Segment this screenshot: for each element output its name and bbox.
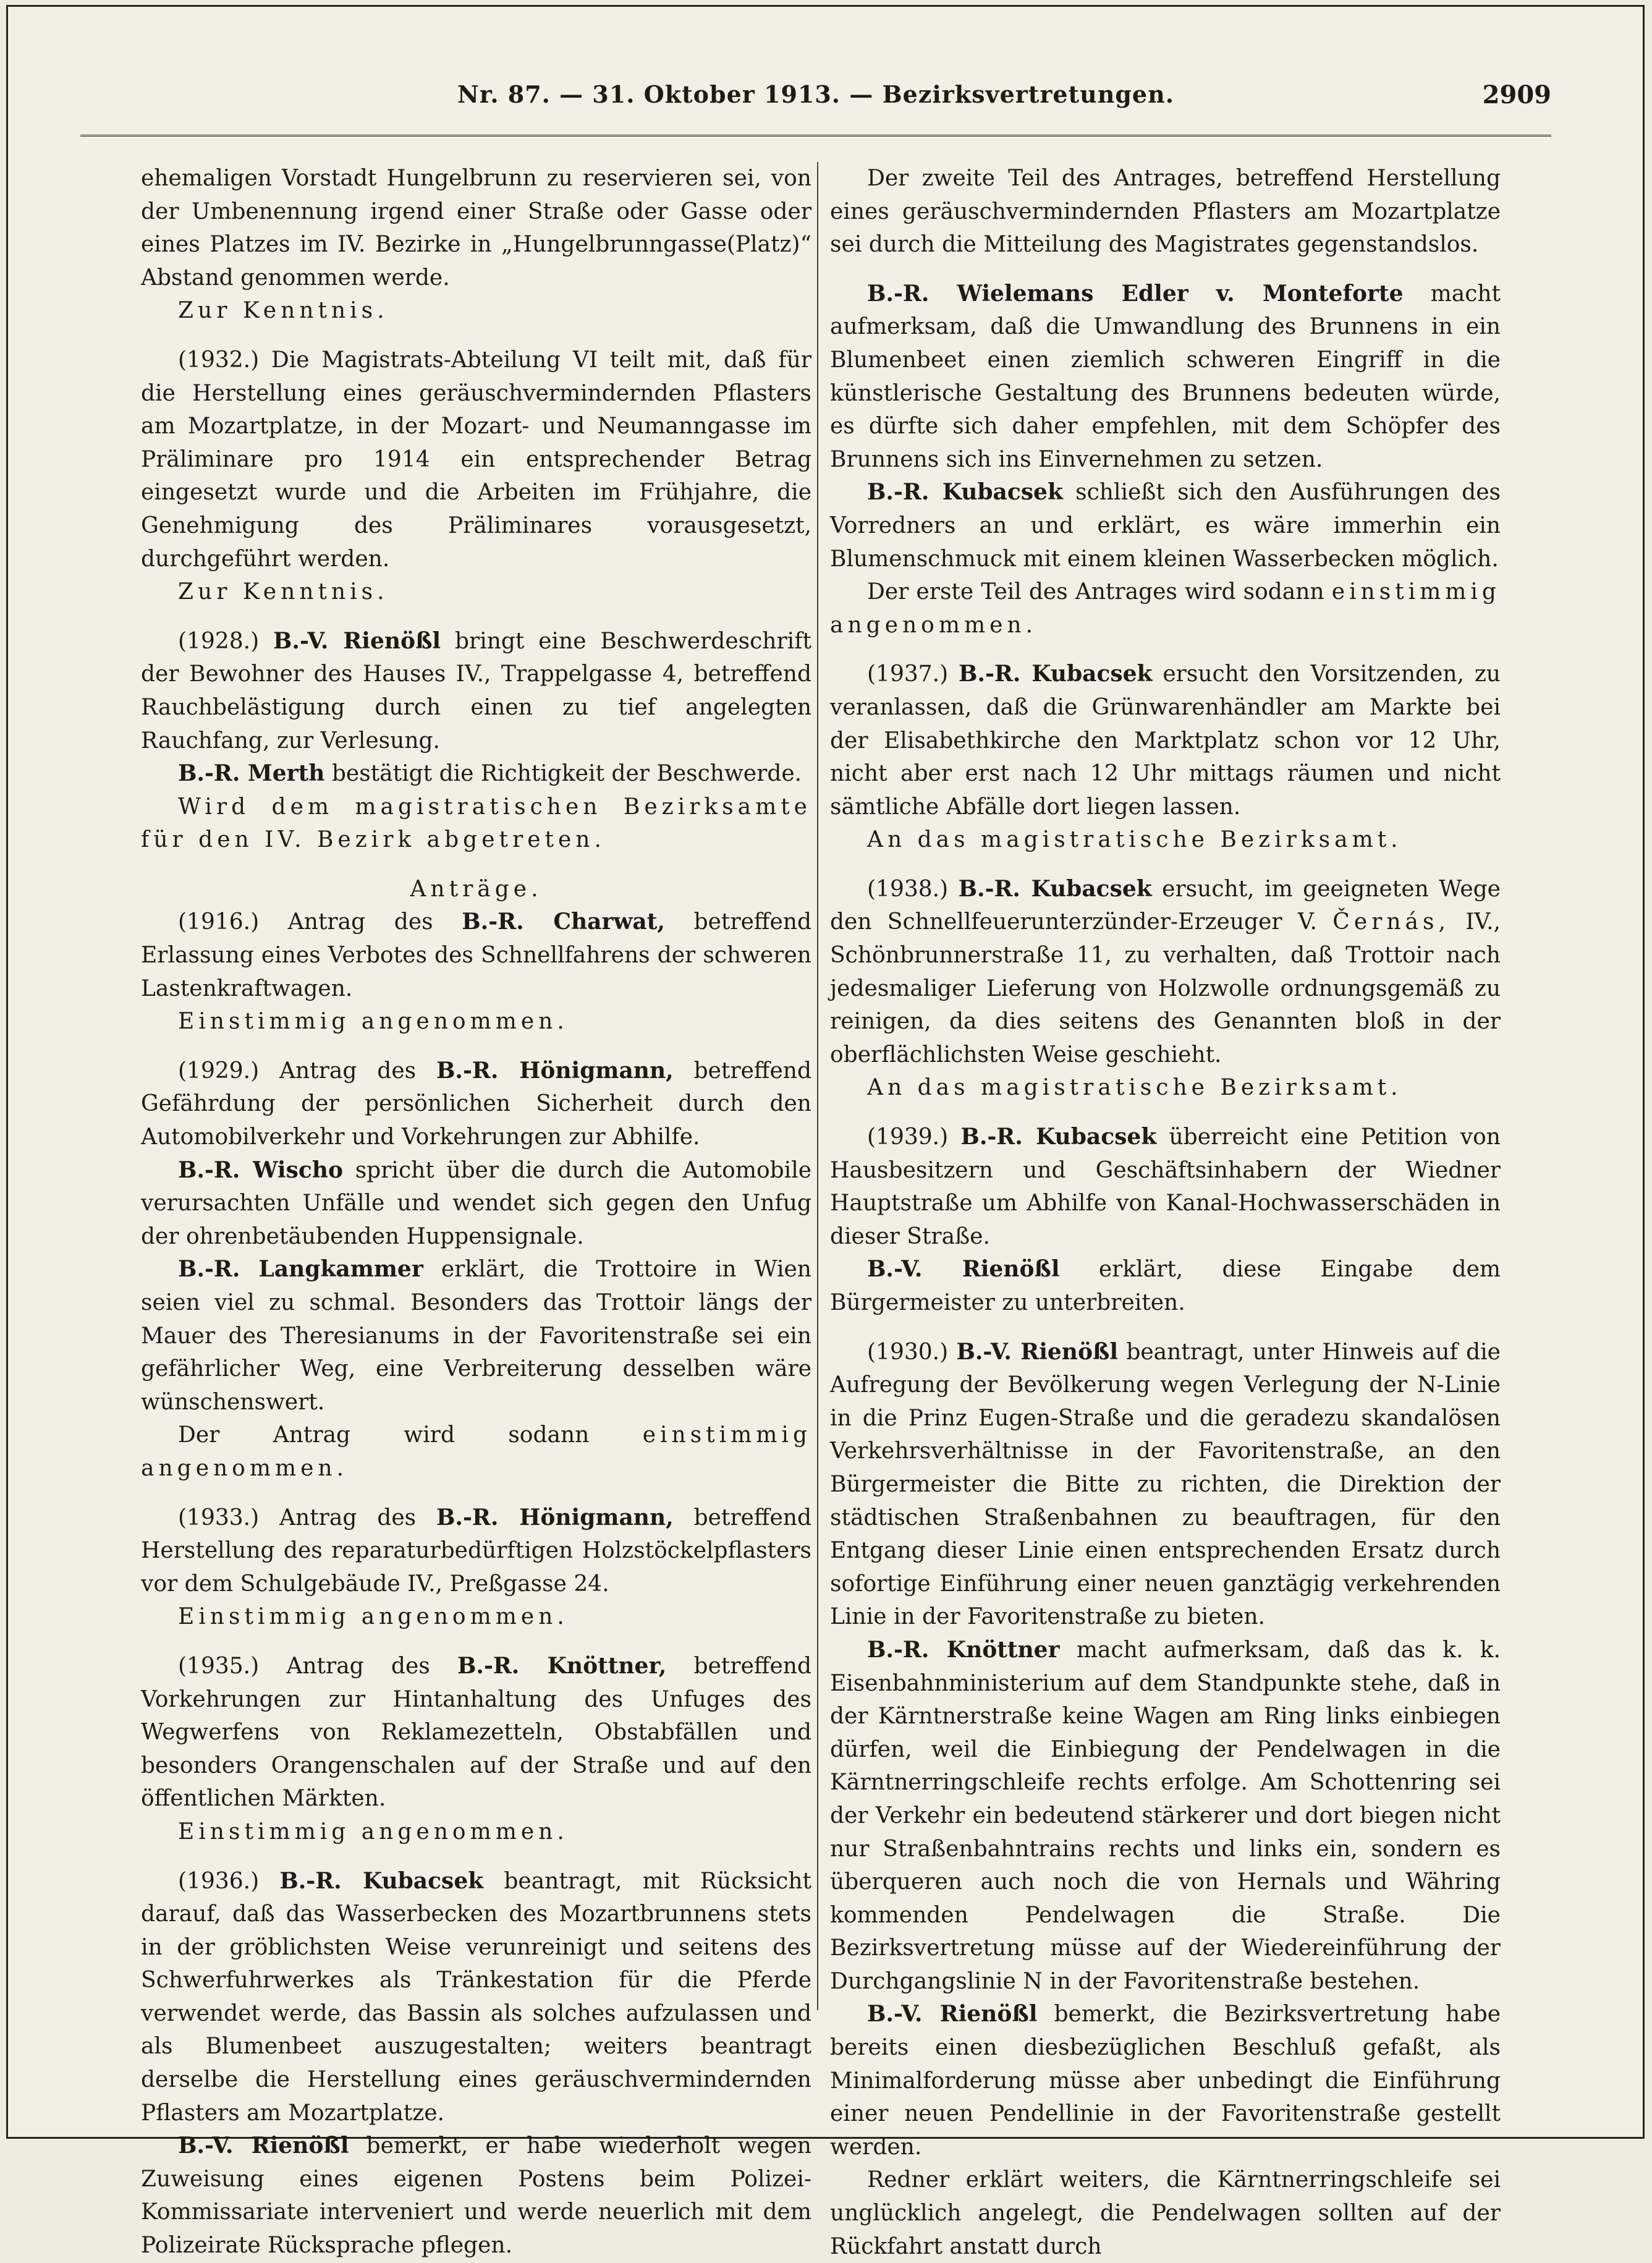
paragraph: B.-V. Rienößl bemerkt, die Bezirksvertretung habe bereits einen diesbezüglichen Beschluß gefaßt, als Minimalforderung müsse aber unbedingt die Einführung einer neuen Pendellinie in der Favoritenstraße gestellt werden. (830, 2001, 1501, 2160)
paragraph: ehemaligen Vorstadt Hungelbrunn zu reservieren sei, von der Umbenennung irgend einer Straße oder Gasse oder eines Platzes im IV. Bezirke in „Hungelbrunngasse(Platz)“ Abstand genommen werde. (141, 166, 811, 291)
item-number: (1938.) (867, 876, 949, 902)
page-number: 2909 (1482, 80, 1551, 109)
speaker-name: B.-R. Kubacsek (960, 1124, 1157, 1150)
speaker-name: B.-R. Langkammer (178, 1256, 423, 1283)
speaker-name: B.-R. Wischo (178, 1157, 343, 1183)
paragraph: (1935.) Antrag des B.-R. Knöttner, betreffend Vorkehrungen zur Hintanhaltung des Unfuges des Wegwerfens von Reklamezetteln, Obstabfällen und besonders Orangenschalen auf der Straße und auf den öffentlichen Märkten. (141, 1652, 811, 1812)
paragraph: (1929.) Antrag des B.-R. Hönigmann, betreffend Gefährdung der persönlichen Sicherheit durch den Automobilverkehr und Vorkehrungen zur Abhilfe. (141, 1057, 812, 1150)
speaker-name: B.-R. Kubacsek (959, 661, 1153, 687)
speaker-name: B.-V. Rienößl (867, 2001, 1038, 2027)
item-number: (1937.) (867, 661, 949, 687)
item-number: (1939.) (867, 1124, 949, 1150)
paragraph: (1939.) B.-R. Kubacsek überreicht eine Petition von Hausbesitzern und Geschäftsinhabern der Wiedner Hauptstraße um Abhilfe von Kanal-Hochwasserschäden in dieser Straße. (830, 1124, 1501, 1249)
paragraph: B.-R. Wischo spricht über die durch die Automobile verursachten Unfälle und wendet sich gegen den Unfug der ohrenbetäubenden Huppensignale. (141, 1157, 812, 1249)
paragraph: B.-R. Knöttner macht aufmerksam, daß das k. k. Eisenbahnministerium auf dem Standpunkte stehe, daß in der Kärntnerstraße keine Wagen am Ring links einbiegen dürfen, weil die Einbiegung der Pendelwagen in die Kärntnerringschleife rechts erfolge. Am Schottenring sei der Verkehr ein bedeutend stärkerer und dort biegen nicht nur Straßenbahntrains rechts und links ein, sondern es überqueren auch noch die von Hernals und Währing kommenden Pendelwagen die Straße. Die Bezirksvertretung müsse auf der Wiedereinführung der Durchgangslinie N in der Favoritenstraße bestehen. (830, 1636, 1501, 1994)
left-column (141, 162, 812, 2259)
paragraph: (1916.) Antrag des B.-R. Charwat, betreffend Erlassung eines Verbotes des Schnellfahrens der schweren Lastenkraftwagen. (141, 909, 812, 1001)
speaker-name: B.-R. Kubacsek (279, 1867, 484, 1894)
paragraph: (1928.) B.-V. Rienößl bringt eine Beschwerdeschrift der Bewohner des Hauses IV., Trappelgasse 4, betreffend Rauchbelästigung durch einen zu tief angelegten Rauchfang, zur Verlesung. (141, 627, 811, 754)
speaker-name: B.-V. Rienößl (867, 1256, 1060, 1283)
speaker-name: B.-R. Knöttner (867, 1636, 1060, 1663)
speaker-name: B.-V. Rienößl (273, 627, 441, 654)
paragraph: (1938.) B.-R. Kubacsek ersucht, im geeigneten Wege den Schnellfeuerunterzünder-Erzeuger V. Černás, IV., Schönbrunnerstraße 11, zu verhalten, daß Trottoir nach jedesmaliger Lieferung von Holzwolle ordnungsgemäß zu reinigen, da dies seitens des Genannten bloß in der oberflächlichsten Weise geschieht. (830, 875, 1501, 1068)
resolution: Einstimmig angenommen. (178, 1819, 569, 1845)
paragraph: Der zweite Teil des Antrages, betreffend Herstellung eines geräuschvermindernden Pflasters am Mozartplatze sei durch die Mitteilung des Magistrates gegenstandslos. (830, 166, 1501, 258)
item-number: (1928.) (178, 628, 260, 654)
paragraph: B.-R. Kubacsek schließt sich den Ausführungen des Vorredners an und erklärt, es wäre immerhin ein Blumenschmuck mit einem kleinen Wasserbecken möglich. (830, 479, 1501, 572)
right-column (830, 162, 1501, 2259)
paragraph: Redner erklärt weiters, die Kärntnerringschleife sei unglücklich angelegt, die Pendelwagen sollten auf der Rückfahrt anstatt durch (830, 2167, 1501, 2259)
paragraph: (1933.) Antrag des B.-R. Hönigmann, betreffend Herstellung des reparaturbedürftigen Holzstöckelpflasters vor dem Schulgebäude IV., Preßgasse 24. (141, 1504, 812, 1597)
resolution: Einstimmig angenommen. (178, 1604, 569, 1630)
paragraph: B.-R. Merth bestätigt die Richtigkeit der Beschwerde. (178, 760, 802, 787)
section-heading: Anträge. (410, 876, 543, 902)
resolution: An das magistratische Bezirksamt. (867, 1075, 1402, 1101)
paragraph: (1932.) Die Magistrats-Abteilung VI teilt mit, daß für die Herstellung eines geräuschvermindernden Pflasters am Mozartplatze, in der Mozart- und Neumanngasse im Präliminare pro 1914 ein entsprechender Betrag eingesetzt wurde und die Arbeiten im Frühjahre, die Genehmigung des Präliminares vorausgesetzt, durchgeführt werden. (141, 347, 811, 572)
speaker-name: B.-V. Rienößl (178, 2133, 349, 2159)
resolution: Der Antrag wird sodann einstimmig angenommen. (141, 1422, 811, 1481)
header-title: Nr. 87. — 31. Oktober 1913. — Bezirksvertretungen. (457, 80, 1174, 108)
paragraph: (1930.) B.-V. Rienößl beantragt, unter Hinweis auf die Aufregung der Bevölkerung wegen Verlegung der N-Linie in die Prinz Eugen-Straße und die geradezu skandalösen Verkehrsverhältnisse in der Favoritenstraße, an den Bürgermeister die Bitte zu richten, die Direktion der städtischen Straßenbahnen zu beauftragen, für den Entgang dieser Linie einen entsprechenden Ersatz durch sofortige Einführung einer neuen ganztägig verkehrenden Linie in der Favoritenstraße zu bieten. (830, 1338, 1501, 1630)
resolution: Der erste Teil des Antrages wird sodann einstimmig angenommen. (830, 579, 1501, 638)
speaker-name: B.-R. Charwat, (462, 909, 665, 935)
header-rule (80, 135, 1551, 143)
paragraph: (1936.) B.-R. Kubacsek beantragt, mit Rücksicht darauf, daß das Wasserbecken des Mozartbrunnens stets in der gröblichsten Weise verunreinigt und seitens des Schwerfuhrwerkes als Tränkestation für die Pferde verwendet werde, das Bassin als solches aufzulassen und als Blumenbeet auszugestalten; weiters beantragt derselbe die Herstellung eines geräuschvermindernden Pflasters am Mozartplatze. (141, 1867, 811, 2126)
resolution: Zur Kenntnis. (178, 298, 389, 324)
resolution: An das magistratische Bezirksamt. (867, 827, 1402, 853)
item-number: (1936.) (178, 1868, 260, 1894)
speaker-name: B.-R. Wielemans Edler v. Monteforte (867, 280, 1404, 307)
speaker-name: B.-R. Kubacsek (958, 875, 1152, 902)
speaker-name: B.-R. Hönigmann, (436, 1057, 674, 1084)
speaker-name: B.-R. Hönigmann, (436, 1504, 674, 1531)
column-divider (817, 162, 818, 2010)
speaker-name: B.-V. Rienößl (956, 1338, 1119, 1365)
resolution: Wird dem magistratischen Bezirksamte für den IV. Bezirk abgetreten. (141, 794, 811, 853)
paragraph: B.-R. Langkammer erklärt, die Trottoire in Wien seien viel zu schmal. Besonders das Trottoir längs der Mauer des Theresianums in der Favoritenstraße sei ein gefährlicher Weg, eine Verbreiterung desselben wäre wünschenswert. (141, 1256, 811, 1415)
paragraph: B.-V. Rienößl bemerkt, er habe wiederholt wegen Zuweisung eines eigenen Postens beim Polizei-Kommissariate interveniert und werde neuerlich mit dem Polizeirate Rücksprache pflegen. (141, 2133, 811, 2259)
speaker-name: B.-R. Knöttner, (457, 1652, 667, 1679)
speaker-name: B.-R. Kubacsek (867, 479, 1063, 506)
paragraph: B.-R. Wielemans Edler v. Monteforte macht aufmerksam, daß die Umwandlung des Brunnens in ein Blumenbeet einen ziemlich schweren Eingriff in die künstlerische Gestaltung des Brunnens bedeuten würde, es dürfte sich daher empfehlen, mit dem Schöpfer des Brunnens sich ins Einvernehmen zu setzen. (830, 280, 1501, 472)
resolution: Zur Kenntnis. (178, 579, 389, 605)
paragraph: B.-V. Rienößl erklärt, diese Eingabe dem Bürgermeister zu unterbreiten. (830, 1256, 1501, 1315)
page-header (80, 74, 1551, 111)
item-number: (1930.) (867, 1339, 949, 1365)
speaker-name: B.-R. Merth (178, 760, 325, 787)
paragraph: (1937.) B.-R. Kubacsek ersucht den Vorsitzenden, zu veranlassen, daß die Grünwarenhändler am Markte bei der Elisabethkirche den Marktplatz schon vor 12 Uhr, nicht aber erst nach 12 Uhr mittags räumen und nicht sämtliche Abfälle dort liegen lassen. (830, 661, 1501, 820)
resolution: Einstimmig angenommen. (178, 1009, 569, 1035)
